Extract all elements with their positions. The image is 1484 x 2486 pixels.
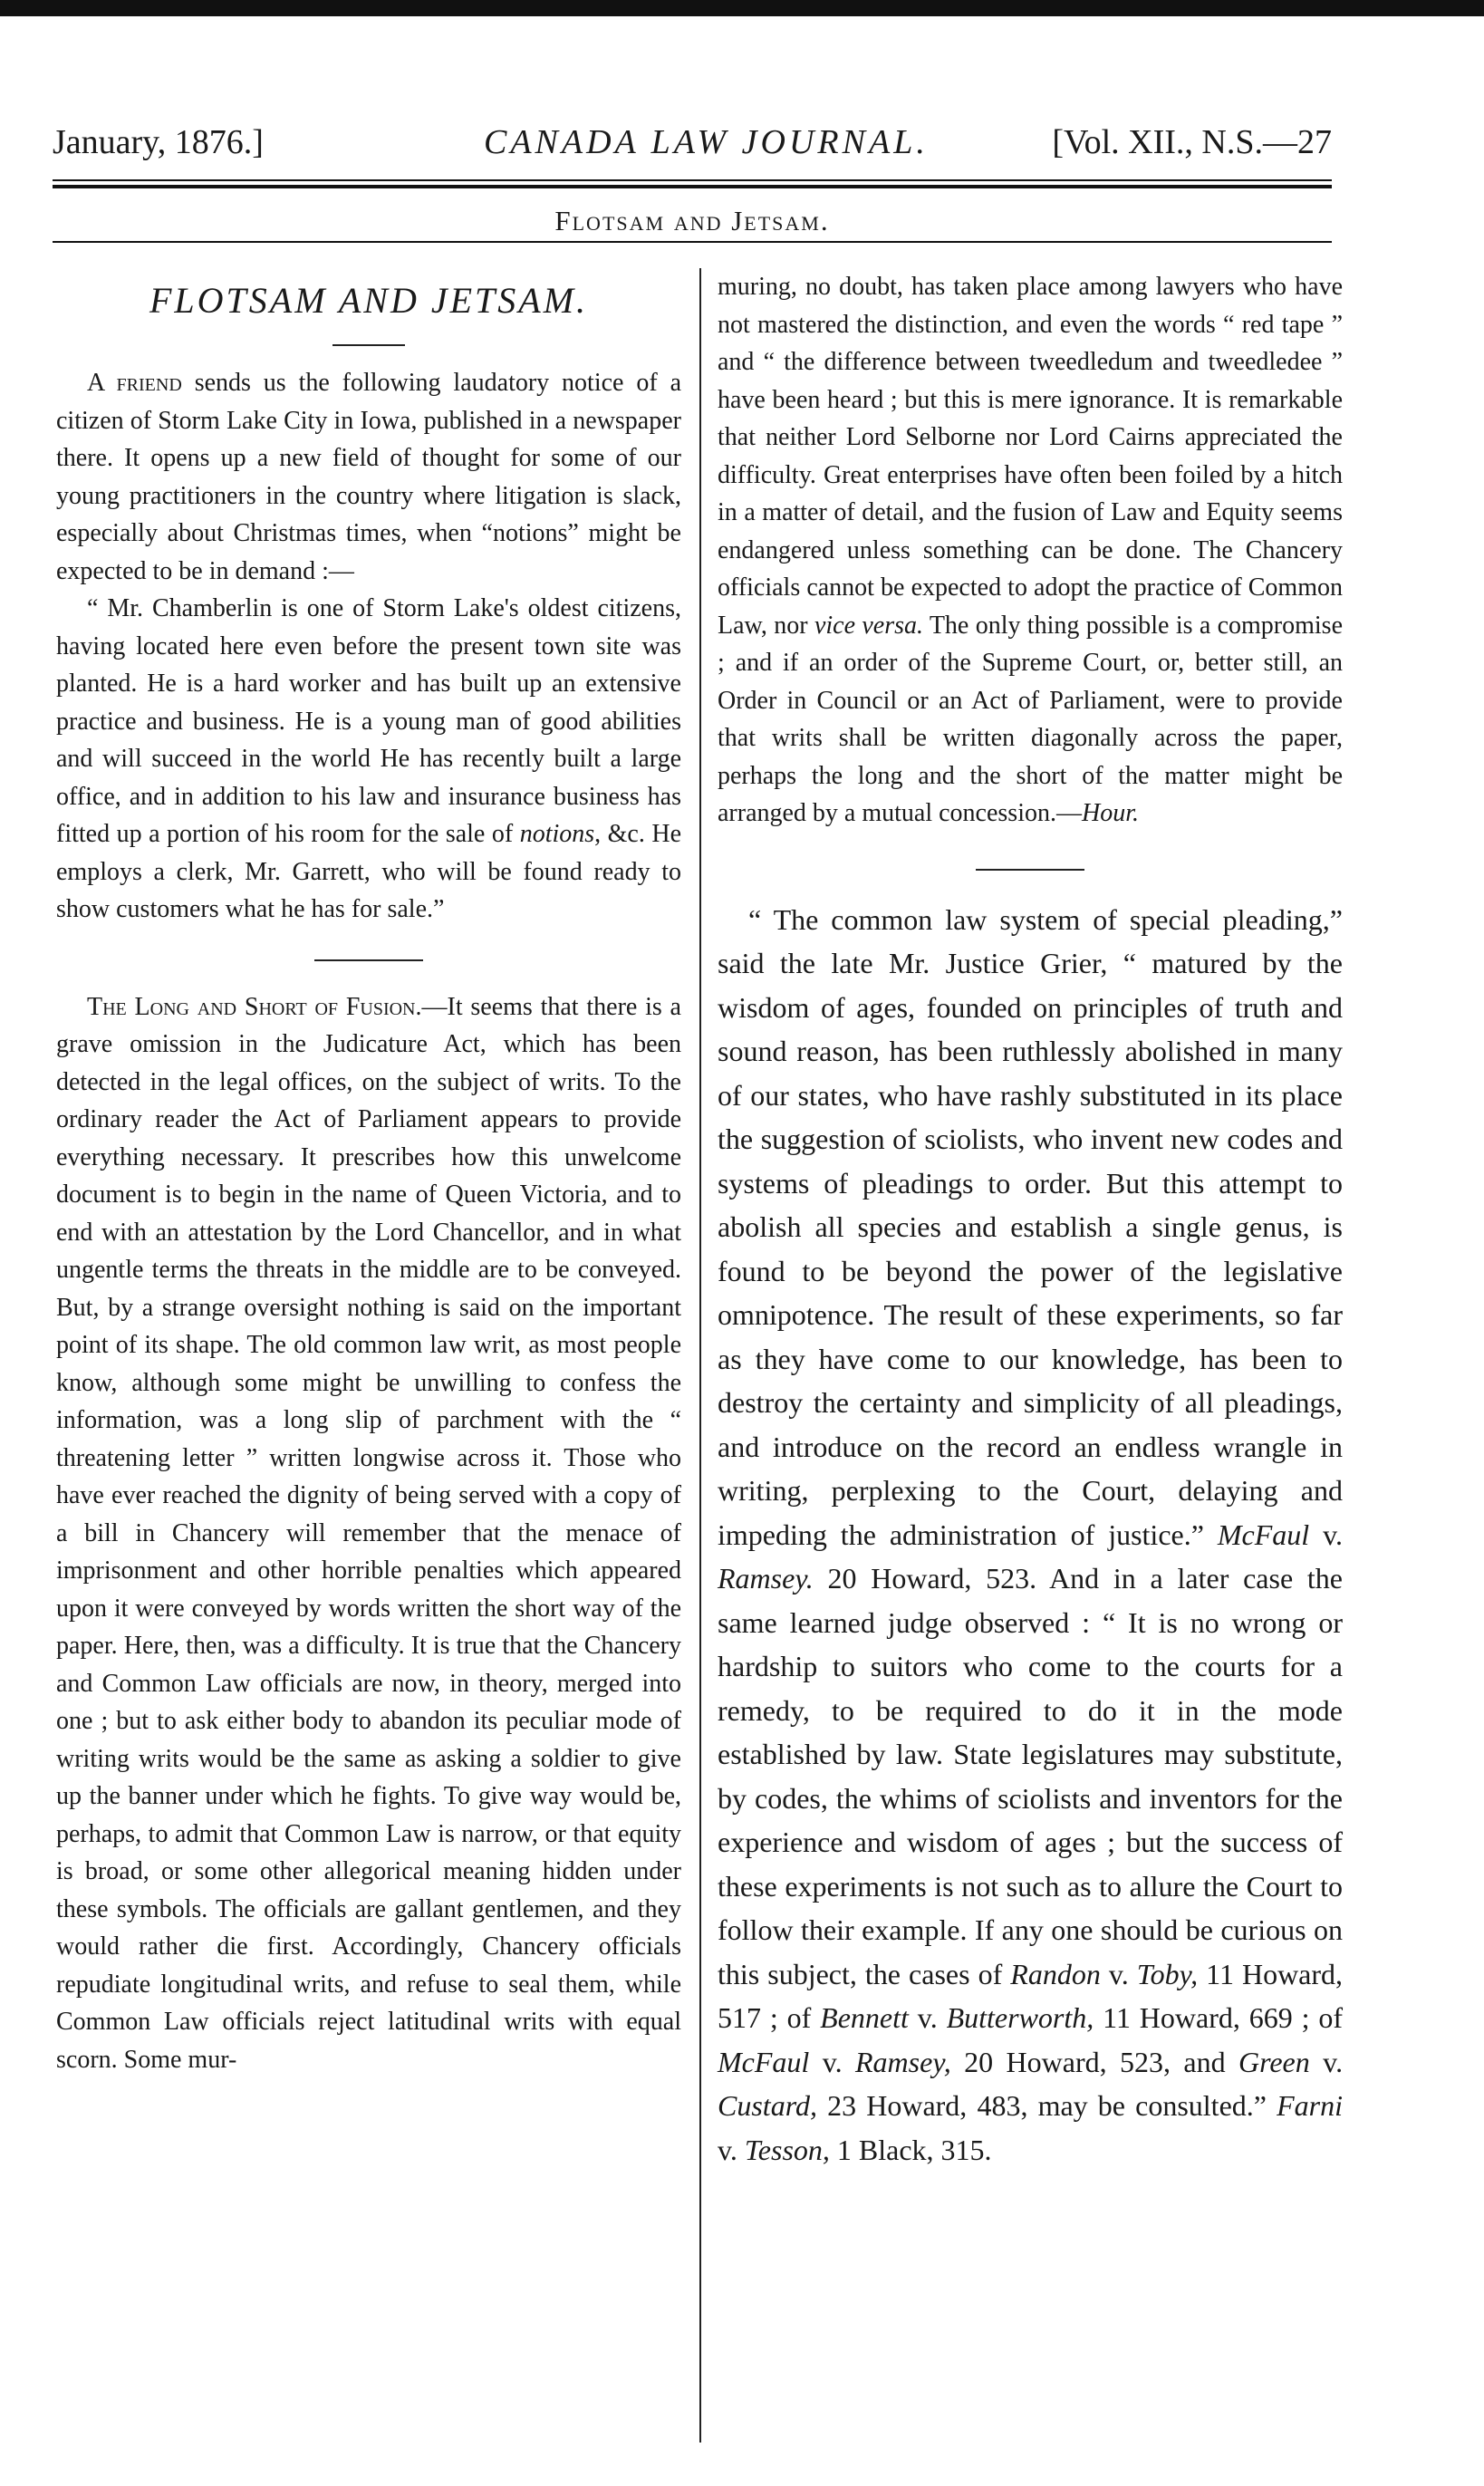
case-name-11: Farni xyxy=(1277,2089,1344,2122)
header-volume: [Vol. XII., N.S.—27 xyxy=(1052,123,1332,161)
article-separator xyxy=(314,959,423,961)
fusion-text: —It seems that there is a grave omission in the Judicature Act, which has been detected in the legal offices, on the subject of writs. To the ordinary reader the Act of Parliament appears to provide everything necessary. It prescribes how this unwelcome document is to begin in the name of Queen Victoria, and to end with an attestation by the Lord Chancellor, and in what ungentle terms the threats in the middle are to be conveyed. But, by a strange oversight nothing is said on the important point of its shape. The old common law writ, as most people know, although some might be unwilling to confess the information, was a long slip of parchment with the “ threatening letter ” written longwise across it. Those who have ever reached the dignity of being served with a copy of a bill in Chancery will remember that the menace of imprisonment and other horrible penalties which appeared upon it were conveyed by words written the short way of the paper. Here, then, was a difficulty. It is true that the Chancery and Common Law officials are now, in theory, merged into one ; but to ask either body to abandon its peculiar mode of writing writs would be the same as asking a soldier to give up the banner under which he fights. To give way would be, perhaps, to admit that Common Law is narrow, or that equity is broad, or some other allegorical meaning hidden under these symbols. The officials are gallant gentlemen, and they would rather die first. Accordingly, Chancery officials repudiate longitudinal writs, and refuse to seal them, while Common Law officials reject latitudinal writs with equal scorn. Some mur- xyxy=(56,992,681,2074)
header-journal-title: CANADA LAW JOURNAL. xyxy=(484,123,929,161)
paragraph-intro xyxy=(56,364,681,590)
case-name-12: Tesson, xyxy=(744,2133,830,2166)
article-title: FLOTSAM AND JETSAM. xyxy=(149,280,589,321)
case-name-4: Toby, xyxy=(1136,1957,1199,1990)
paragraph-fusion xyxy=(56,988,681,2079)
case-name-1: McFaul xyxy=(1217,1518,1310,1551)
intro-text: sends us the following laudatory notice of a citizen of Storm Lake City in Iowa, published in a newspaper there. It opens up a new field of thought for some of our young practitioners in the country where litigation is slack, especially about Christmas times, when “notions” might be expected to be in demand :— xyxy=(56,369,681,585)
pleading-text-4: 11 Howard, 669 ; of xyxy=(1103,2001,1344,2034)
paragraph-special-pleading xyxy=(718,898,1343,2173)
versus-2: v. xyxy=(1108,1957,1129,1990)
case-name-2: Ramsey. xyxy=(718,1562,814,1595)
quote-emphasis: notions xyxy=(519,820,595,848)
case-name-7: McFaul xyxy=(718,2045,810,2078)
continued-text-end: The only thing possible is a compromise ; and if an order of the Supreme Court, or, better still, an Order in Council or an Act of Parliament, were to provide that writs shall be written diagonally across the paper, perhaps the long and the short of the matter might be arranged by a mutual concession.— xyxy=(718,611,1344,827)
case-name-5: Bennett xyxy=(820,2001,909,2034)
case-name-9: Green xyxy=(1238,2045,1310,2078)
quote-text-end: , &c. He employs a clerk, Mr. Garrett, who will be found ready to show customers what he has for sale.” xyxy=(56,820,682,923)
continued-text: muring, no doubt, has taken place among lawyers who have not mastered the distinction, and even the words “ red tape ” and “ the difference between tweedledum and tweedledee ” have been heard ; but this is mere ignorance. It is remarkable that neither Lord Selborne nor Lord Cairns appreciated the difficulty. Great enterprises have often been foiled by a hitch in a matter of detail, and the fusion of Law and Equity seems endangered unless something can be done. The Chancery officials cannot be expected to adopt the practice of Common Law, nor xyxy=(718,273,1343,640)
pleading-text-3: 11 Howard, 517 ; of xyxy=(718,1957,1344,2034)
running-header xyxy=(53,120,1332,174)
column-divider xyxy=(699,268,701,2443)
header-rule-thick xyxy=(53,185,1332,188)
versus-5: v. xyxy=(1323,2045,1344,2078)
left-column xyxy=(56,268,681,2078)
pleading-text-2: 20 Howard, 523. And in a later case the same learned judge observed : “ It is no wrong or hardship to suitors who come to the courts for a remedy, to be required to do it in the mode established by law. State legislatures may substitute, by codes, the whims of sciolists and inventors for the experience and wisdom of ages ; but the success of these experiments is not such as to allure the Court to follow their example. If any one should be curious on this subject, the cases of xyxy=(718,1562,1344,1990)
case-name-6: Butterworth, xyxy=(946,2001,1094,2034)
versus-1: v. xyxy=(1323,1518,1344,1551)
pleading-text-5: 20 Howard, 523, and xyxy=(964,2045,1226,2078)
title-rule xyxy=(332,344,405,346)
header-date: January, 1876.] xyxy=(53,123,264,161)
paragraph-fusion-continued xyxy=(718,268,1343,833)
vice-versa: vice versa. xyxy=(814,611,923,640)
pleading-text-1: “ The common law system of special pleading,” said the late Mr. Justice Grier, “ matured by the wisdom of ages, founded on principles of truth and sound reason, has been ruthlessly abolished in many of our states, who have rashly substituted in its place the suggestion of sciolists, who invent new codes and systems of pleadings to order. But this attempt to abolish all species and establish a single genus, is found to be beyond the power of the legislative omnipotence. The result of these experiments, so far as they have come to our knowledge, has been to destroy the certainty and simplicity of all pleadings, and introduce on the record an endless wrangle in writing, perplexing to the Court, delaying and impeding the administration of justice.” xyxy=(718,902,1343,1551)
header-rule-thin xyxy=(53,179,1332,181)
fusion-heading: The Long and Short of Fusion. xyxy=(87,992,422,1021)
intro-lead: A friend xyxy=(87,369,182,397)
scan-top-edge xyxy=(0,0,1484,16)
right-column xyxy=(718,268,1343,2172)
pleading-text-7: 1 Black, 315. xyxy=(836,2133,992,2166)
quote-text-start: “ Mr. Chamberlin is one of Storm Lake's oldest citizens, having located here even before the present town site was planted. He is a hard worker and has built up an extensive practice and business. He is a young man of good abilities and will succeed in the world He has recently built a large office, and in addition to his law and insurance business has fitted up a portion of his room for the sale of xyxy=(56,594,681,848)
versus-6: v. xyxy=(718,2133,737,2166)
case-name-3: Randon xyxy=(1010,1957,1101,1990)
pleading-text-6: 23 Howard, 483, may be consulted.” xyxy=(827,2089,1267,2122)
case-name-8: Ramsey, xyxy=(855,2045,951,2078)
case-name-10: Custard, xyxy=(718,2089,817,2122)
subhead-rule xyxy=(53,241,1332,243)
source-attribution: Hour. xyxy=(1081,799,1139,827)
paragraph-quote xyxy=(56,590,681,929)
section-heading: Flotsam and Jetsam. xyxy=(554,205,830,236)
article-separator-right xyxy=(976,869,1084,871)
versus-4: v. xyxy=(822,2045,843,2078)
versus-3: v. xyxy=(917,2001,938,2034)
